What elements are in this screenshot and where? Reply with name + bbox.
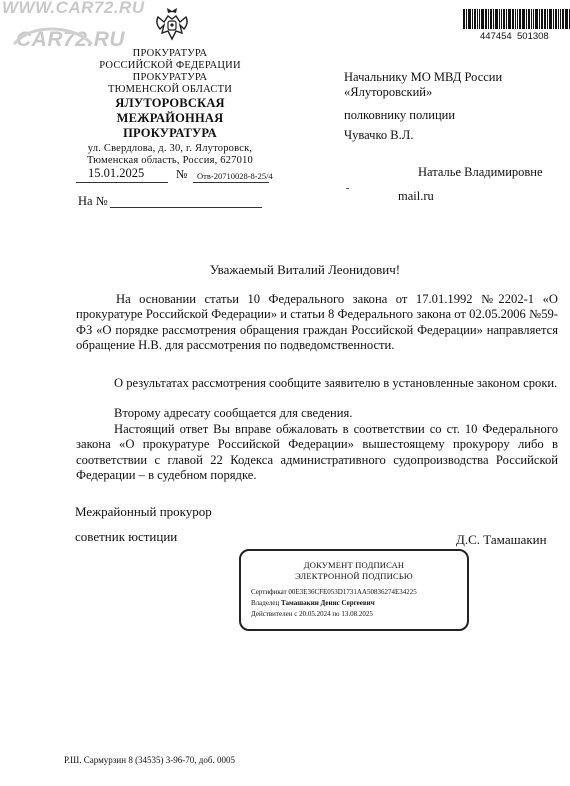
stamp-cert: 00E3E36CFE053D1731AA50836274E34225 [288, 588, 417, 596]
barcode-left-number: 447454 [480, 31, 512, 42]
paragraph-1: На основании статьи 10 Федерального закона от 17.01.1992 №2202-1 «О прокуратуре Российской Федерации» и статьи 8 Федерального закона от 02.05.2006 №59-ФЗ «О порядке рассмотрения обращения граждан Российской Федерации» направляется обращение Н.В. для рассмотрения по подведомственности. [76, 292, 558, 352]
stamp-valid-label: Действителен с [251, 610, 298, 618]
outgoing-number: Отв-20710028-8-25/4 [197, 171, 273, 181]
sender-bold2: МЕЖРАЙОННАЯ [116, 111, 224, 125]
recipient-line2: «Ялуторовский» [344, 85, 433, 99]
stamp-owner-label: Владелец [251, 599, 280, 607]
executor-footer: Р.Ш. Сармурзин 8 (34535) 3-96-70, доб. 0005 [64, 755, 235, 765]
signer-position-2: советник юстиции [75, 529, 178, 544]
signer-name: Д.С. Тамашакин [456, 532, 547, 547]
signer-position-1: Межрайонный прокурор [75, 504, 212, 519]
sender-block [70, 48, 270, 167]
recipient-line3: полковнику полиции [344, 108, 456, 122]
sender-bold1: ЯЛУТОРОВСКАЯ [115, 96, 225, 110]
stamp-valid-to-label: по [332, 610, 340, 618]
recipient-email: mail.ru [398, 189, 434, 203]
recipient-block [344, 70, 502, 100]
sender-line3: ПРОКУРАТУРА [132, 72, 208, 83]
sender-address1: ул. Свердлова, д. 30, г. Ялуторовск, [87, 143, 253, 154]
paragraph-4: Настоящий ответ Вы вправе обжаловать в соответствии со ст. 10 Федерального закона «О прокуратуре Российской Федерации» вышестоящему прокурору либо в соответствии с главой 22 Кодекса административного судопроизводства Российской Федерации – в судебном порядке. [76, 422, 558, 482]
paragraph-3: Второму адресату сообщается для сведения. [114, 406, 353, 420]
date-underline [76, 182, 168, 183]
reference-label: На № [78, 194, 108, 208]
outgoing-number-label: № [176, 167, 188, 181]
recipient-line5: Наталье Владимировне [418, 165, 543, 179]
number-underline [193, 182, 269, 183]
sender-line2: РОССИЙСКОЙ ФЕДЕРАЦИИ [99, 60, 241, 71]
paragraph-2: О результатах рассмотрения сообщите заявителю в установленные законом сроки. [114, 376, 558, 390]
reference-underline [110, 207, 262, 208]
stamp-title-1: ДОКУМЕНТ ПОДПИСАН [303, 560, 405, 570]
sender-bold3: ПРОКУРАТУРА [123, 126, 217, 140]
watermark-url: WWW.CAR72.RU [2, 0, 145, 17]
sender-line1: ПРОКУРАТУРА [132, 48, 208, 59]
outgoing-date: 15.01.2025 [88, 166, 145, 180]
stamp-title-2: ЭЛЕКТРОННОЙ ПОДПИСЬЮ [295, 571, 413, 581]
sender-line4: ТЮМЕНСКОЙ ОБЛАСТИ [107, 84, 232, 95]
barcode-right-number: 501308 [517, 31, 549, 42]
barcode [463, 9, 570, 29]
stamp-cert-label: Сертификат [251, 588, 287, 596]
recipient-dash: - [346, 183, 350, 194]
sender-address2: Тюменская область, Россия, 627010 [87, 155, 253, 166]
stamp-valid-to: 13.08.2025 [341, 610, 373, 618]
stamp-owner: Тамашакин Денис Сергеевич [281, 599, 375, 607]
greeting: Уважаемый Виталий Леонидович! [209, 262, 401, 277]
recipient-line4: Чувачко В.Л. [344, 128, 414, 142]
coat-of-arms-icon [152, 5, 192, 45]
recipient-line1: Начальнику МО МВД России [344, 70, 503, 84]
electronic-signature-stamp [239, 549, 469, 631]
stamp-valid-from: 20.05.2024 [299, 610, 331, 618]
watermark-logo: CAR72.RU [16, 28, 126, 51]
